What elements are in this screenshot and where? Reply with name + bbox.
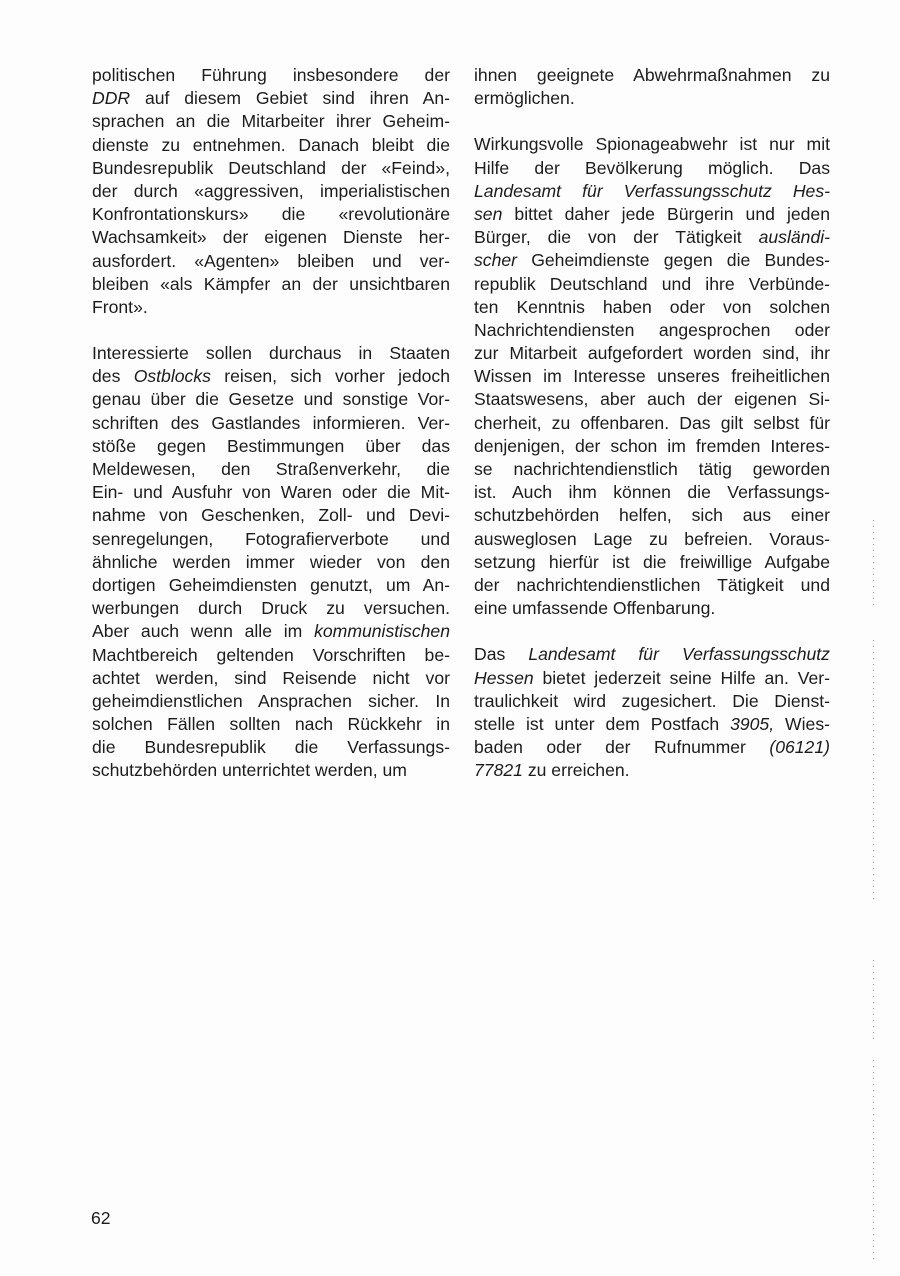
text-line [92, 365, 450, 388]
text-line [474, 690, 830, 713]
text-segment: schriften des Gastlandes informieren. Ver- [92, 412, 450, 433]
text-line [474, 296, 830, 319]
italic-text: Landesamt für Verfassungsschutz Hes- [474, 180, 830, 201]
text-segment: die Bundesrepublik die Verfassungs- [92, 737, 450, 758]
text-line [92, 226, 450, 249]
text-segment: republik Deutschland und ihre Verbünde- [474, 273, 830, 294]
text-segment: ermöglichen. [474, 88, 575, 109]
text-line [474, 180, 830, 203]
text-line [92, 296, 450, 319]
text-segment: schutzbehörden unterrichtet werden, um [92, 760, 407, 781]
text-line [92, 644, 450, 667]
scan-edge-mark [873, 640, 874, 900]
text-line [92, 203, 450, 226]
text-segment: achtet werden, sind Reisende nicht vor [92, 667, 450, 688]
text-segment: zu erreichen. [522, 760, 630, 781]
text-line [474, 667, 830, 690]
text-segment: dortigen Geheimdiensten genutzt, um An- [92, 574, 450, 595]
italic-text: (06121) [769, 737, 830, 758]
text-segment: Hilfe der Bevölkerung möglich. Das [474, 157, 830, 178]
text-line [92, 458, 450, 481]
text-segment: Wirkungsvolle Spionageabwehr ist nur mit [474, 134, 830, 155]
text-line [92, 597, 450, 620]
text-line [92, 250, 450, 273]
text-segment: setzung hierfür ist die freiwillige Aufgabe [474, 551, 830, 572]
text-segment: Ein- und Ausfuhr von Waren oder die Mit- [92, 482, 450, 503]
text-segment: baden oder der Rufnummer [474, 737, 770, 758]
italic-text: kommunistischen [314, 621, 450, 642]
text-segment: Wissen im Interesse unseres freiheitlichen [474, 366, 830, 387]
text-line [474, 342, 830, 365]
text-segment: ist. Auch ihm können die Verfassungs- [474, 482, 830, 503]
text-segment: stelle ist unter dem Postfach [474, 713, 731, 734]
text-segment: cherheit, zu offenbaren. Das gilt selbst für [474, 412, 830, 433]
text-line [474, 226, 830, 249]
italic-text: sen [474, 203, 503, 224]
text-line [92, 528, 450, 551]
text-segment: denjenigen, der schon im fremden Interes- [474, 435, 830, 456]
text-line [474, 597, 830, 620]
text-segment: dienste zu entnehmen. Danach bleibt die [92, 134, 450, 155]
text-segment: ten Kenntnis haben oder von solchen [474, 296, 830, 317]
text-line [92, 713, 450, 736]
text-segment: Bundesrepublik Deutschland der «Feind», [92, 157, 450, 178]
text-line [474, 458, 830, 481]
text-segment: ausfordert. «Agenten» bleiben und ver- [92, 250, 450, 271]
text-line [92, 110, 450, 133]
text-line [474, 273, 830, 296]
text-line [92, 759, 450, 782]
text-segment: ausweglosen Lage zu befreien. Voraus- [474, 528, 830, 549]
left-column-paragraph [92, 64, 450, 319]
text-segment: eine umfassende Offenbarung. [474, 598, 716, 619]
text-line [92, 87, 450, 110]
right-column-paragraph [474, 643, 830, 782]
text-line [474, 528, 830, 551]
text-line [474, 736, 830, 759]
text-segment: schutzbehörden helfen, sich aus einer [474, 505, 830, 526]
text-line [474, 481, 830, 504]
text-segment: bittet daher jede Bürgerin und jeden [502, 203, 830, 224]
scan-edge-mark [873, 520, 874, 610]
text-line [474, 574, 830, 597]
text-line [92, 574, 450, 597]
text-line [92, 64, 450, 87]
text-line [92, 273, 450, 296]
text-segment: solchen Fällen sollten nach Rückkehr in [92, 714, 450, 735]
text-line [92, 134, 450, 157]
text-line [92, 412, 450, 435]
text-segment: sprachen an die Mitarbeiter ihrer Geheim- [92, 111, 450, 132]
page-number: 62 [91, 1208, 111, 1228]
text-line [92, 736, 450, 759]
text-line [92, 388, 450, 411]
italic-text: Landesamt für Verfassungsschutz [528, 644, 830, 665]
text-line [474, 249, 830, 272]
left-text-column [92, 64, 450, 806]
text-segment: Wachsamkeit» der eigenen Dienste her- [92, 227, 450, 248]
text-segment: Meldewesen, den Straßenverkehr, die [92, 459, 450, 479]
text-line [474, 203, 830, 226]
text-segment: Staatswesens, aber auch der eigenen Si- [474, 389, 830, 410]
text-line [474, 713, 830, 736]
text-line [474, 64, 830, 87]
text-line [474, 133, 830, 156]
text-line [474, 504, 830, 527]
text-line [92, 481, 450, 504]
scan-edge-mark [873, 1060, 874, 1260]
text-segment: se nachrichtendienstlich tätig geworden [474, 459, 830, 479]
text-line [474, 759, 830, 782]
text-segment: der durch «aggressiven, imperialistischen [92, 180, 450, 201]
text-segment: der nachrichtendienstlichen Tätigkeit und [474, 574, 830, 595]
text-segment: bietet jederzeit seine Hilfe an. Ver- [533, 667, 830, 688]
text-segment: des [92, 366, 134, 387]
text-line [92, 180, 450, 203]
text-segment: reisen, sich vorher jedoch [210, 366, 450, 387]
text-segment: geheimdienstlichen Ansprachen sicher. In [92, 690, 450, 711]
text-line [92, 504, 450, 527]
text-line [474, 157, 830, 180]
text-line [474, 435, 830, 458]
text-line [474, 643, 830, 666]
text-segment: Aber auch wenn alle im [92, 621, 315, 642]
text-segment: senregelungen, Fotografierverbote und [92, 528, 450, 549]
text-line [474, 319, 830, 342]
right-text-column [474, 64, 830, 805]
text-line [92, 435, 450, 458]
italic-text: 77821 [474, 760, 523, 781]
text-segment: Interessierte sollen durchaus in Staaten [92, 343, 450, 364]
text-line [474, 87, 830, 110]
text-line [92, 551, 450, 574]
text-line [474, 365, 830, 388]
text-segment: nahme von Geschenken, Zoll- und Devi- [92, 505, 450, 526]
text-segment: ähnliche werden immer wieder von den [92, 551, 450, 572]
text-line [92, 667, 450, 690]
text-segment: Das [474, 644, 529, 665]
text-segment: genau über die Gesetze und sonstige Vor- [92, 389, 450, 410]
text-segment: werbungen durch Druck zu versuchen. [92, 598, 450, 619]
text-line [92, 342, 450, 365]
text-line [92, 690, 450, 713]
text-line [92, 157, 450, 180]
scan-edge-mark [873, 960, 874, 1040]
text-segment: Machtbereich geltenden Vorschriften be- [92, 644, 450, 665]
text-segment: Wies- [774, 713, 830, 734]
text-segment: traulichkeit wird zugesichert. Die Dienst- [474, 690, 830, 711]
right-column-paragraph [474, 133, 830, 620]
text-segment: stöße gegen Bestimmungen über das [92, 435, 450, 456]
left-column-paragraph [92, 342, 450, 783]
text-segment: auf diesem Gebiet sind ihren An- [130, 88, 450, 109]
text-segment: Konfrontationskurs» die «revolutionäre [92, 204, 450, 225]
italic-text: Hessen [474, 667, 534, 688]
right-column-paragraph [474, 64, 830, 110]
text-segment: bleiben «als Kämpfer an der unsichtbaren [92, 273, 450, 294]
text-segment: zur Mitarbeit aufgefordert worden sind, ihr [474, 343, 830, 364]
text-segment: Nachrichtendiensten angesprochen oder [474, 319, 830, 340]
text-segment: Geheimdienste gegen die Bundes- [517, 250, 830, 271]
italic-text: Ostblocks [133, 366, 211, 387]
text-line [92, 620, 450, 643]
italic-text: ausländi- [758, 227, 830, 248]
text-line [474, 412, 830, 435]
italic-text: 3905, [730, 713, 775, 734]
italic-text: DDR [92, 88, 131, 109]
italic-text: scher [474, 250, 518, 271]
text-segment: Front». [92, 296, 148, 317]
text-segment: ihnen geeignete Abwehrmaßnahmen zu [474, 65, 830, 85]
text-line [474, 388, 830, 411]
text-line [474, 551, 830, 574]
text-segment: politischen Führung insbesondere der [92, 65, 450, 85]
text-segment: Bürger, die von der Tätigkeit [474, 227, 759, 248]
